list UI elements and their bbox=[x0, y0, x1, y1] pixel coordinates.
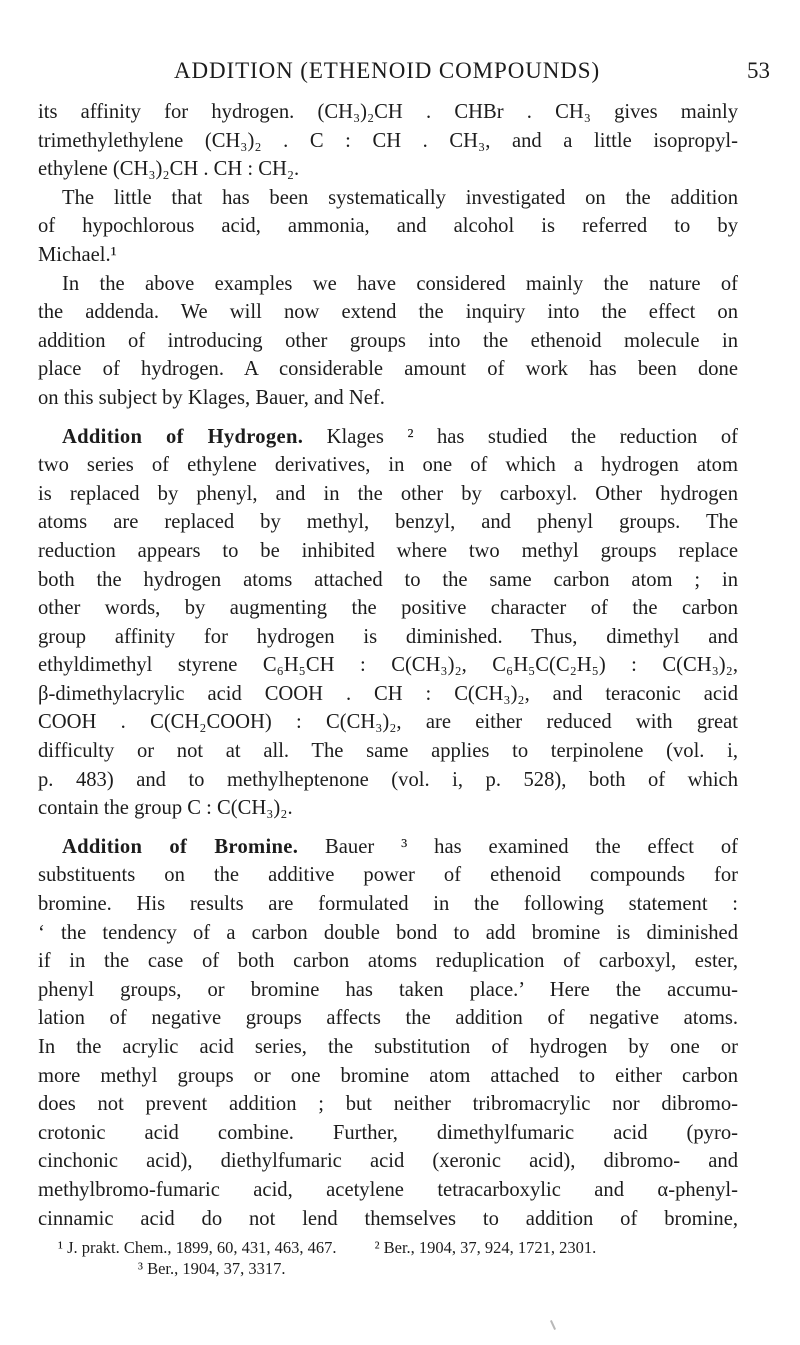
footnotes bbox=[58, 1237, 738, 1279]
line-text: ‘ the tendency of a carbon double bond to add bromine is diminished bbox=[38, 921, 738, 944]
page-number: 53 bbox=[747, 58, 770, 83]
line-text: more methyl groups or one bromine atom attached to either carbon bbox=[38, 1064, 738, 1087]
text-line bbox=[38, 976, 738, 1005]
line-text: two series of ethylene derivatives, in one of which a hydrogen atom bbox=[38, 454, 738, 477]
text-line bbox=[38, 1004, 738, 1033]
line-text: COOH . C(CH₂COOH) : C(CH₃)₂, are either reduced with great bbox=[38, 711, 738, 734]
line-text: reduction appears to be inhibited where two methyl groups replace bbox=[38, 539, 738, 562]
line-text: addition of introducing other groups into the ethenoid molecule in bbox=[38, 329, 738, 352]
text-line bbox=[38, 451, 738, 480]
text-line bbox=[38, 537, 738, 566]
text-line bbox=[38, 423, 738, 452]
text-line bbox=[38, 384, 738, 413]
text-line bbox=[38, 1090, 738, 1119]
line-text: lation of negative groups affects the addition of negative atoms. bbox=[38, 1007, 738, 1030]
page-header bbox=[90, 58, 770, 92]
line-text: β-dimethylacrylic acid COOH . CH : C(CH₃)₂, and teraconic acid bbox=[38, 682, 738, 705]
line-text: cinchonic acid), diethylfumaric acid (xeronic acid), dibromo- and bbox=[38, 1150, 738, 1173]
footnote-line bbox=[58, 1237, 738, 1258]
line-text: p. 483) and to methylheptenone (vol. i, p. 528), both of which bbox=[38, 768, 738, 791]
line-text: trimethylethylene (CH₃)₂ . C : CH . CH₃, and a little isopropyl- bbox=[38, 129, 738, 152]
running-head: ADDITION (ETHENOID COMPOUNDS) bbox=[174, 58, 601, 83]
line-text: its affinity for hydrogen. (CH₃)₂CH . CHBr . CH₃ gives mainly bbox=[38, 101, 738, 123]
text-line bbox=[38, 155, 738, 184]
line-text: does not prevent addition ; but neither tribromacrylic nor dibromo- bbox=[38, 1093, 738, 1116]
text-line bbox=[38, 98, 738, 127]
section-run-in-heading: Addition of Bromine. bbox=[62, 835, 299, 858]
line-text: other words, by augmenting the positive character of the carbon bbox=[38, 597, 738, 620]
text-line bbox=[38, 766, 738, 795]
footnote-2: ² Ber., 1904, 37, 924, 1721, 2301. bbox=[374, 1238, 597, 1257]
text-line bbox=[38, 298, 738, 327]
text-line bbox=[38, 833, 738, 862]
text-line bbox=[38, 127, 738, 156]
line-text: The little that has been systematically investigated on the addition bbox=[62, 186, 738, 209]
text-line bbox=[38, 1119, 738, 1148]
line-text: bromine. His results are formulated in the following statement : bbox=[38, 893, 738, 916]
text-line bbox=[38, 270, 738, 299]
line-text: atoms are replaced by methyl, benzyl, and phenyl groups. The bbox=[38, 511, 738, 534]
footnote-3: ³ Ber., 1904, 37, 3317. bbox=[138, 1259, 286, 1278]
line-text: is replaced by phenyl, and in the other by carboxyl. Other hydrogen bbox=[38, 482, 738, 505]
footnote-line bbox=[58, 1258, 738, 1279]
line-text: Michael.¹ bbox=[38, 243, 117, 266]
text-line bbox=[38, 508, 738, 537]
text-line bbox=[38, 184, 738, 213]
line-text: In the above examples we have considered mainly the nature of bbox=[62, 272, 738, 295]
line-text: methylbromo-fumaric acid, acetylene tetracarboxylic and α-phenyl- bbox=[38, 1178, 738, 1201]
text-line bbox=[38, 1147, 738, 1176]
text-line bbox=[38, 566, 738, 595]
text-line bbox=[38, 355, 738, 384]
text-line bbox=[38, 1205, 738, 1234]
text-line bbox=[38, 947, 738, 976]
line-text: contain the group C : C(CH₃)₂. bbox=[38, 797, 293, 820]
line-text: both the hydrogen atoms attached to the same carbon atom ; in bbox=[38, 568, 738, 591]
text-line bbox=[38, 480, 738, 509]
text-line bbox=[38, 1176, 738, 1205]
body-text bbox=[38, 98, 738, 1233]
text-line bbox=[38, 594, 738, 623]
line-text: cinnamic acid do not lend themselves to addition of bromine, bbox=[38, 1207, 738, 1230]
line-text: ethylene (CH₃)₂CH . CH : CH₂. bbox=[38, 158, 300, 181]
text-line bbox=[38, 1062, 738, 1091]
line-text: substituents on the additive power of ethenoid compounds for bbox=[38, 864, 738, 887]
line-text: difficulty or not at all. The same applies to terpinolene (vol. i, bbox=[38, 740, 738, 763]
text-line bbox=[38, 623, 738, 652]
text-line bbox=[38, 708, 738, 737]
line-text: of hypochlorous acid, ammonia, and alcohol is referred to by bbox=[38, 215, 738, 238]
line-text: crotonic acid combine. Further, dimethylfumaric acid (pyro- bbox=[38, 1121, 738, 1144]
text-line bbox=[38, 241, 738, 270]
line-text: Bauer ³ has examined the effect of bbox=[298, 835, 738, 858]
section-run-in-heading: Addition of Hydrogen. bbox=[62, 425, 304, 448]
line-text: In the acrylic acid series, the substitution of hydrogen by one or bbox=[38, 1036, 738, 1058]
text-line bbox=[38, 212, 738, 241]
line-text: group affinity for hydrogen is diminished. Thus, dimethyl and bbox=[38, 625, 738, 648]
text-line bbox=[38, 1033, 738, 1062]
text-line bbox=[38, 737, 738, 766]
line-text: phenyl groups, or bromine has taken place.’ Here the accumu- bbox=[38, 978, 738, 1001]
line-text: if in the case of both carbon atoms reduplication of carboxyl, ester, bbox=[38, 950, 738, 973]
text-line bbox=[38, 651, 738, 680]
line-text: Klages ² has studied the reduction of bbox=[303, 425, 738, 448]
line-text: the addenda. We will now extend the inquiry into the effect on bbox=[38, 301, 738, 324]
text-line bbox=[38, 861, 738, 890]
text-line bbox=[38, 794, 738, 823]
text-line bbox=[38, 919, 738, 948]
line-text: ethyldimethyl styrene C₆H₅CH : C(CH₃)₂, C₆H₅C(C₂H₅) : C(CH₃)₂, bbox=[38, 654, 738, 677]
text-line bbox=[38, 327, 738, 356]
line-text: place of hydrogen. A considerable amount of work has been done bbox=[38, 358, 738, 381]
stray-mark bbox=[550, 1320, 556, 1330]
text-line bbox=[38, 890, 738, 919]
footnote-1: ¹ J. prakt. Chem., 1899, 60, 431, 463, 467. bbox=[58, 1238, 337, 1257]
text-line bbox=[38, 680, 738, 709]
line-text: on this subject by Klages, Bauer, and Nef. bbox=[38, 386, 385, 409]
